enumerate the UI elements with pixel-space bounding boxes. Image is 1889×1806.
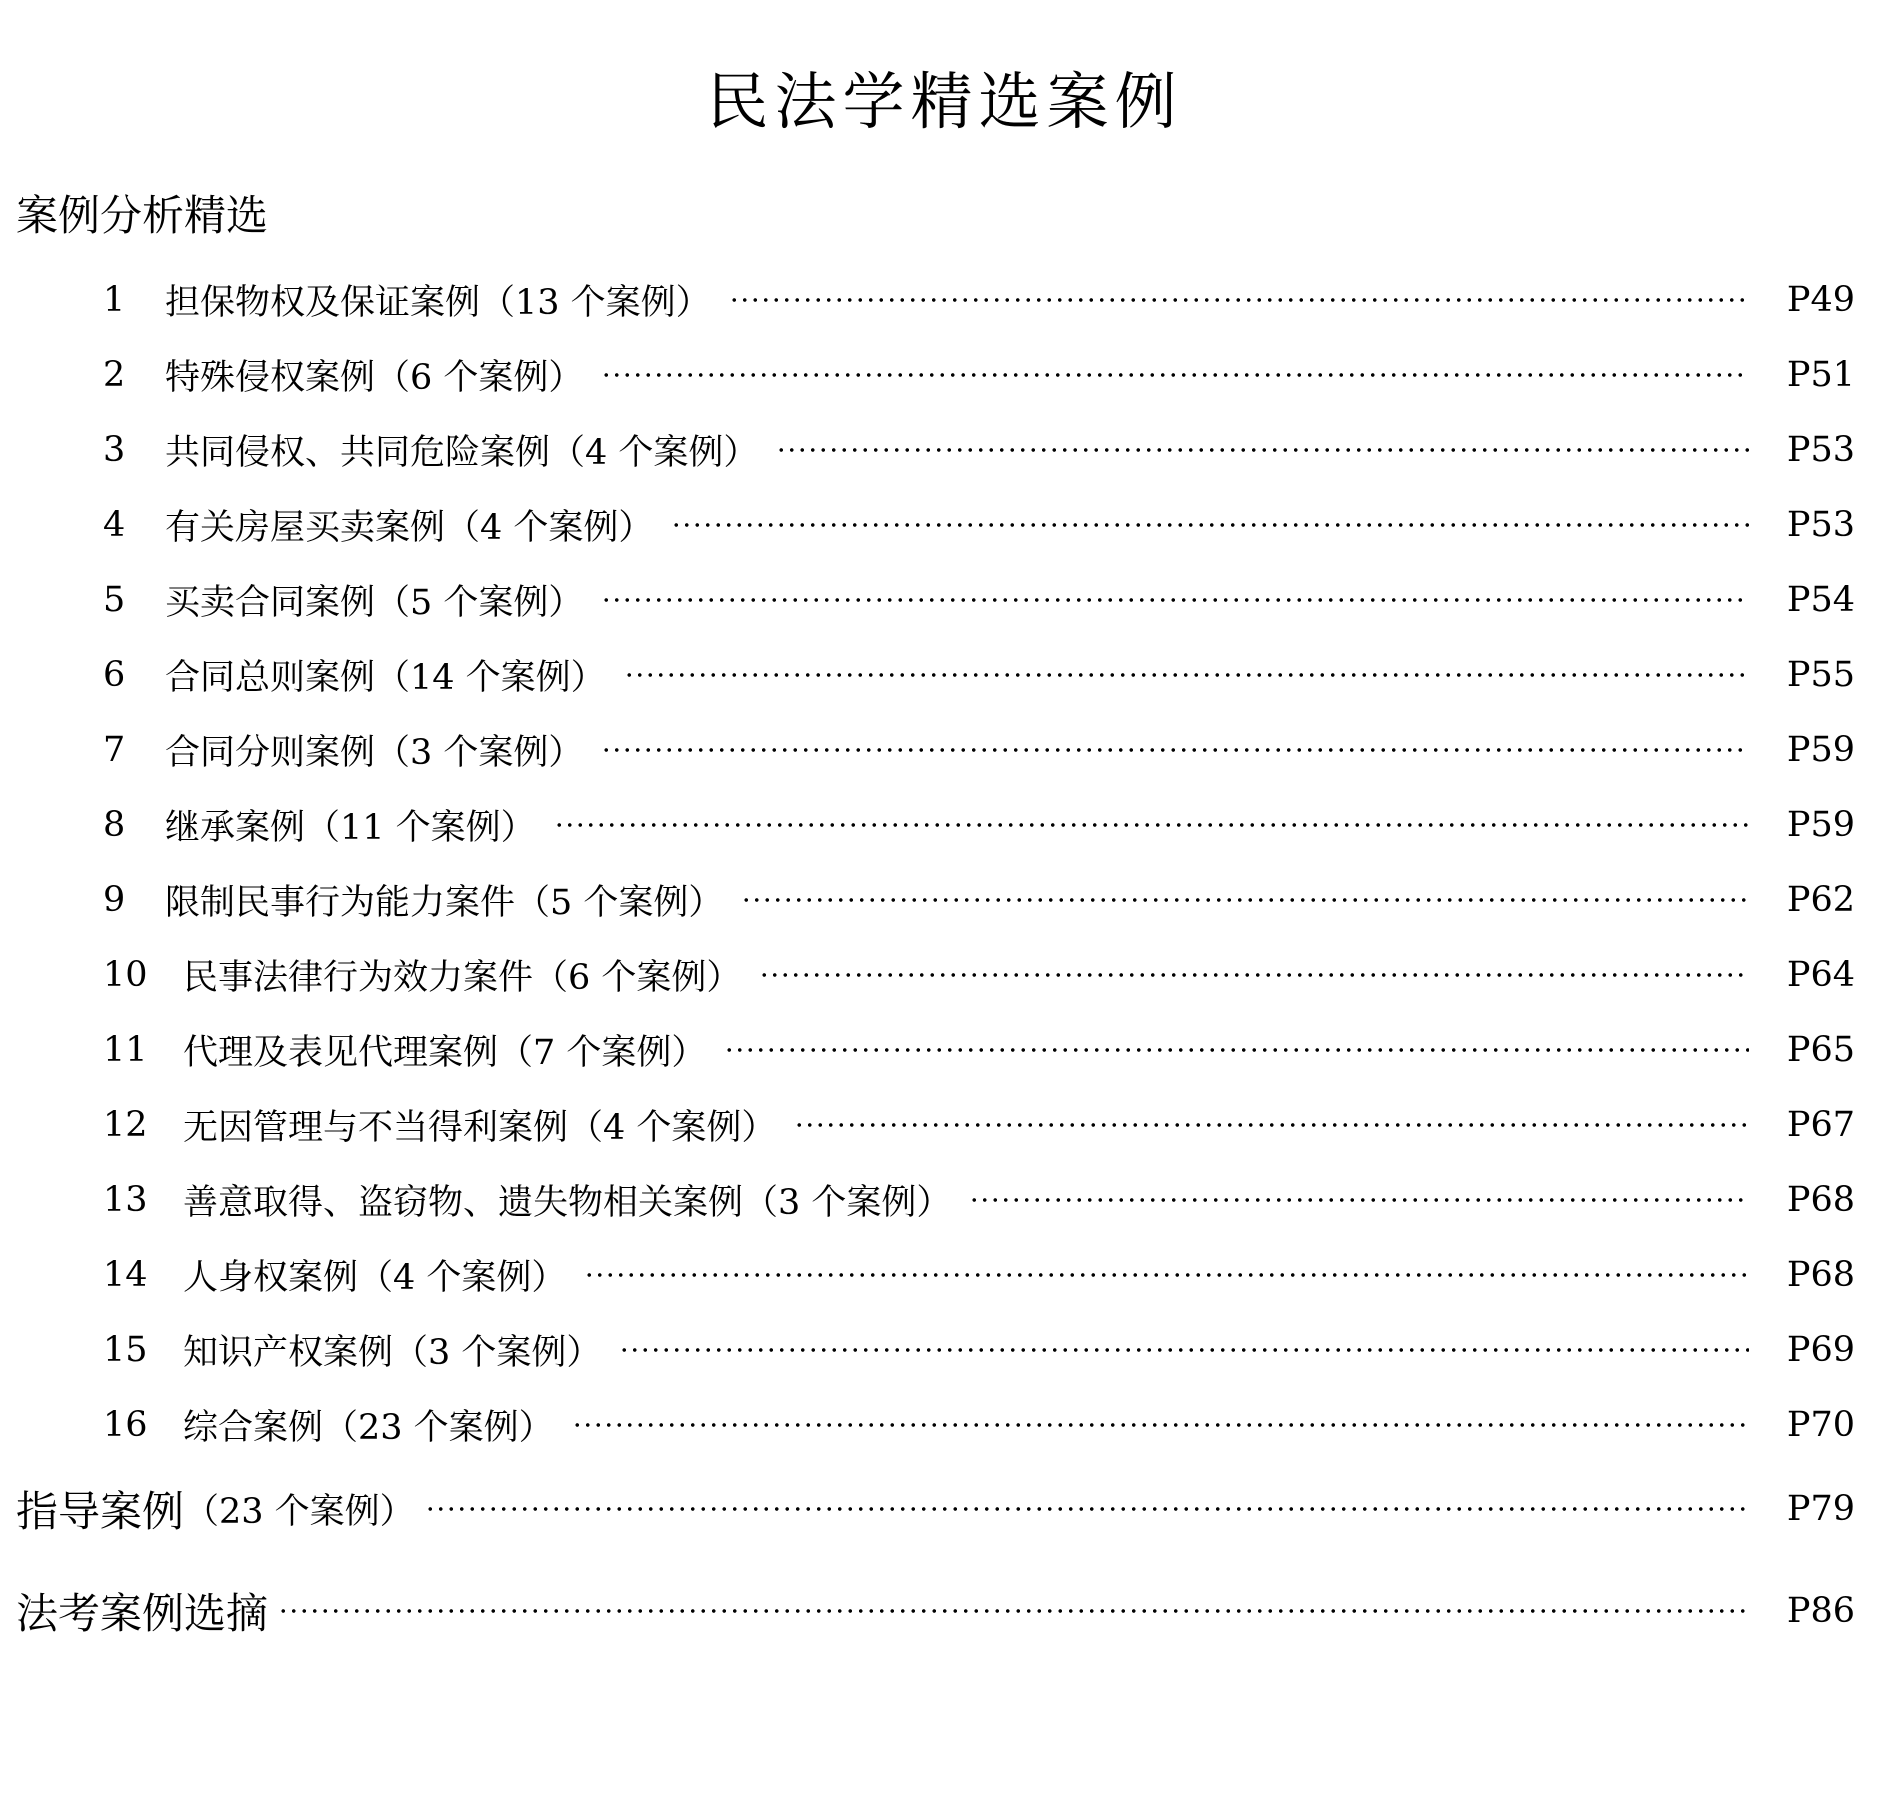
toc-entry-page: P68: [1786, 1254, 1855, 1295]
toc-entry[interactable]: [0, 562, 1889, 637]
dot-leader: [969, 1197, 1749, 1203]
toc-entry-guiding-cases[interactable]: [0, 1474, 1889, 1544]
toc-entry-label: 合同总则案例（14 个案例）: [165, 657, 606, 698]
dot-leader: [776, 447, 1749, 453]
toc-entry[interactable]: [0, 262, 1889, 337]
dot-leader: [671, 522, 1749, 528]
toc-entry-page: P59: [1786, 729, 1855, 770]
toc-entry-number: 4: [103, 504, 126, 545]
toc-entry[interactable]: [0, 1087, 1889, 1162]
toc-entry-label: 善意取得、盗窃物、遗失物相关案例（3 个案例）: [183, 1182, 952, 1223]
toc-entry-page: P59: [1786, 804, 1855, 845]
toc-entry[interactable]: [0, 787, 1889, 862]
exam-cases-page: P86: [1786, 1591, 1855, 1631]
page-title: 民法学精选案例: [706, 65, 1183, 138]
guiding-cases-note: （23 个案例）: [184, 1492, 415, 1532]
toc-entry-number: 10: [103, 954, 148, 995]
toc-entry[interactable]: [0, 637, 1889, 712]
toc-entry-page: P53: [1786, 504, 1855, 545]
toc-entry-label: 民事法律行为效力案件（6 个案例）: [183, 957, 742, 998]
exam-cases-heading: 法考案例选摘: [16, 1589, 269, 1638]
toc-entry-label: 综合案例（23 个案例）: [183, 1407, 554, 1448]
toc-entry-label: 无因管理与不当得利案例（4 个案例）: [183, 1107, 777, 1148]
toc-entry-page: P55: [1786, 654, 1855, 695]
toc-entry[interactable]: [0, 412, 1889, 487]
toc-entry-label: 买卖合同案例（5 个案例）: [165, 582, 584, 623]
guiding-cases-heading: 指导案例: [16, 1487, 185, 1536]
toc-entry-page: P49: [1786, 279, 1855, 320]
toc-entry-number: 7: [103, 729, 126, 770]
toc-entry-label: 有关房屋买卖案例（4 个案例）: [165, 507, 654, 548]
toc-entry-label: 继承案例（11 个案例）: [165, 807, 536, 848]
toc-entry-label: 代理及表见代理案例（7 个案例）: [183, 1032, 707, 1073]
toc-entry-label: 合同分则案例（3 个案例）: [165, 732, 584, 773]
toc-entry[interactable]: [0, 1162, 1889, 1237]
dot-leader: [572, 1422, 1749, 1428]
toc-entry-page: P67: [1786, 1104, 1855, 1145]
dot-leader: [601, 747, 1749, 753]
toc-entry-label: 限制民事行为能力案件（5 个案例）: [165, 882, 724, 923]
dot-leader: [619, 1347, 1749, 1353]
dot-leader: [601, 372, 1749, 378]
toc-entry-number: 11: [103, 1029, 148, 1070]
toc-entry[interactable]: [0, 862, 1889, 937]
toc-entry[interactable]: [0, 1012, 1889, 1087]
toc-entry-number: 16: [103, 1404, 148, 1445]
dot-leader: [724, 1047, 1749, 1053]
toc-list: [0, 262, 1889, 1462]
dot-leader: [554, 822, 1749, 828]
toc-entry-number: 2: [103, 354, 126, 395]
toc-entry-label: 特殊侵权案例（6 个案例）: [165, 357, 584, 398]
toc-entry-label: 担保物权及保证案例（13 个案例）: [165, 282, 711, 323]
toc-entry-number: 6: [103, 654, 126, 695]
toc-entry[interactable]: [0, 937, 1889, 1012]
guiding-cases-page: P79: [1786, 1489, 1855, 1529]
toc-entry-page: P54: [1786, 579, 1855, 620]
dot-leader: [584, 1272, 1749, 1278]
toc-entry[interactable]: [0, 487, 1889, 562]
toc-entry-number: 9: [103, 879, 126, 920]
dot-leader: [278, 1608, 1749, 1614]
toc-entry[interactable]: [0, 1312, 1889, 1387]
dot-leader: [601, 597, 1749, 603]
dot-leader: [729, 297, 1749, 303]
dot-leader: [425, 1506, 1749, 1512]
toc-entry-page: P64: [1786, 954, 1855, 995]
toc-entry-number: 5: [103, 579, 126, 620]
dot-leader: [741, 897, 1749, 903]
toc-entry-number: 1: [103, 279, 126, 320]
dot-leader: [794, 1122, 1749, 1128]
toc-entry-label: 知识产权案例（3 个案例）: [183, 1332, 602, 1373]
toc-entry-page: P51: [1786, 354, 1855, 395]
toc-entry-number: 13: [103, 1179, 148, 1220]
toc-entry-number: 3: [103, 429, 126, 470]
dot-leader: [759, 972, 1749, 978]
toc-entry[interactable]: [0, 712, 1889, 787]
toc-entry-number: 12: [103, 1104, 148, 1145]
toc-entry[interactable]: [0, 1387, 1889, 1462]
section-heading-case-analysis: 案例分析精选: [16, 191, 269, 240]
toc-entry-page: P62: [1786, 879, 1855, 920]
toc-entry[interactable]: [0, 1237, 1889, 1312]
toc-entry-page: P65: [1786, 1029, 1855, 1070]
toc-entry-exam-cases[interactable]: [0, 1576, 1889, 1646]
toc-entry-page: P69: [1786, 1329, 1855, 1370]
toc-entry-label: 人身权案例（4 个案例）: [183, 1257, 567, 1298]
toc-entry-number: 8: [103, 804, 126, 845]
toc-entry-number: 14: [103, 1254, 148, 1295]
toc-entry-page: P70: [1786, 1404, 1855, 1445]
toc-entry-number: 15: [103, 1329, 148, 1370]
toc-entry-label: 共同侵权、共同危险案例（4 个案例）: [165, 432, 759, 473]
toc-entry[interactable]: [0, 337, 1889, 412]
toc-entry-page: P68: [1786, 1179, 1855, 1220]
dot-leader: [624, 672, 1749, 678]
toc-entry-page: P53: [1786, 429, 1855, 470]
